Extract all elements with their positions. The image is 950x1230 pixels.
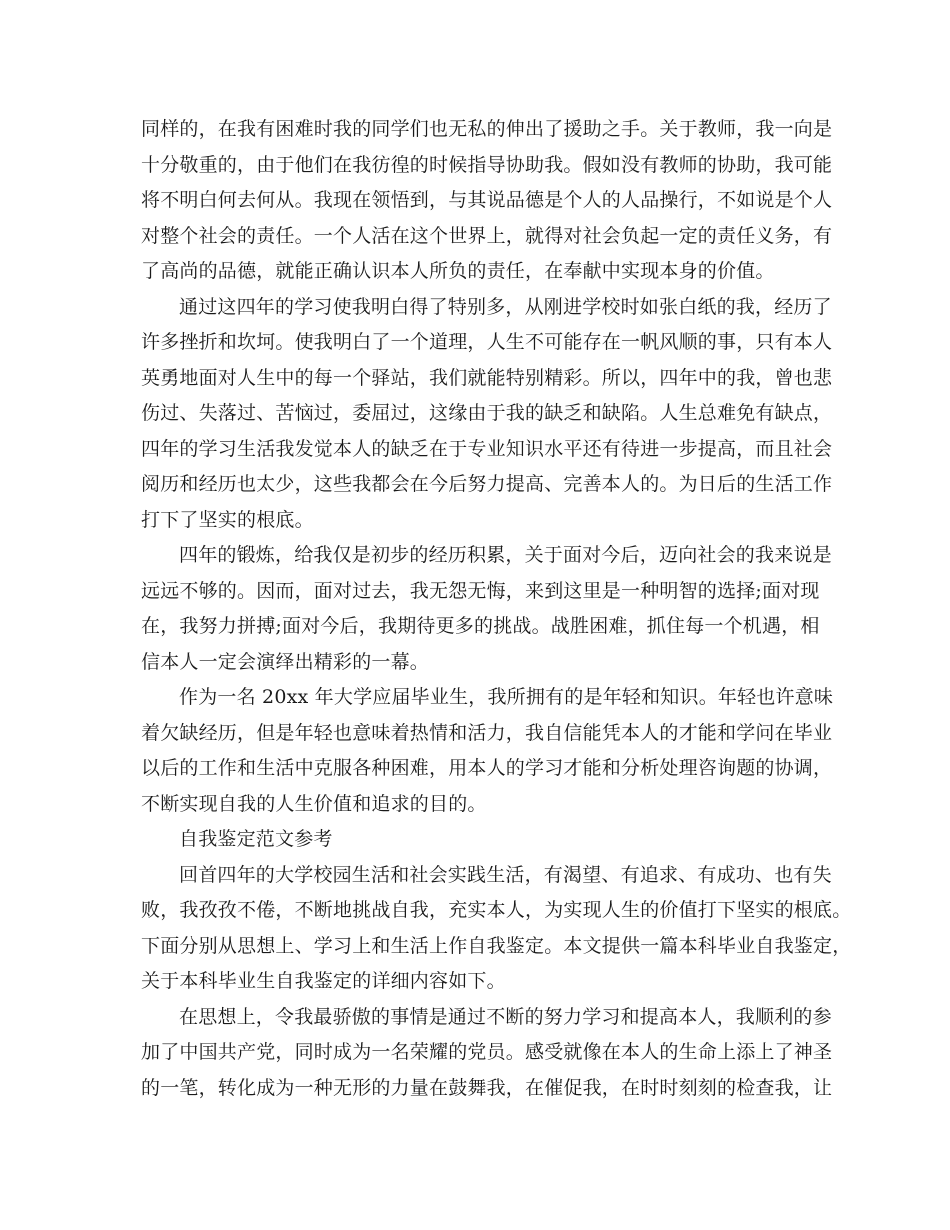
- text-line: 同样的，在我有困难时我的同学们也无私的伸出了援助之手。关于教师，我一向是: [141, 118, 833, 140]
- text-line: 作为一名 20xx 年大学应届毕业生，我所拥有的是年轻和知识。年轻也许意味: [179, 686, 834, 708]
- text-line: 阅历和经历也太少，这些我都会在今后努力提高、完善本人的。为日后的生活工作: [141, 473, 833, 495]
- document-body: [141, 112, 852, 1106]
- text-line: 着欠缺经历，但是年轻也意味着热情和活力，我自信能凭本人的才能和学问在毕业: [141, 721, 833, 744]
- text-line: 四年的锻炼，给我仅是初步的经历积累，关于面对今后，迈向社会的我来说是: [179, 544, 832, 566]
- text-line: 伤过、失落过、苦恼过，委屈过，这缘由于我的缺乏和缺陷。人生总难免有缺点，: [141, 402, 833, 424]
- text-line: 通过这四年的学习使我明白得了特别多，从刚进学校时如张白纸的我，经历了: [179, 295, 832, 318]
- text-line: 许多挫折和坎坷。使我明白了一个道理，人生不可能存在一帆风顺的事，只有本人: [141, 331, 833, 353]
- text-line: 了高尚的品德，就能正确认识本人所负的责任，在奉献中实现本身的价值。: [141, 260, 775, 282]
- text-line: 败，我孜孜不倦，不断地挑战自我，充实本人，为实现人生的价值打下坚实的根底。: [141, 899, 852, 921]
- text-line: 在，我努力拼搏;面对今后，我期待更多的挑战。战胜困难，抓住每一个机遇，相: [141, 615, 820, 637]
- text-line: 不断实现自我的人生价值和追求的目的。: [141, 792, 487, 815]
- text-line: 在思想上，令我最骄傲的事情是通过不断的努力学习和提高本人，我顺利的参: [179, 1005, 832, 1028]
- text-line: 将不明白何去何从。我现在领悟到，与其说品德是个人的人品操行，不如说是个人: [141, 189, 833, 211]
- text-line: 远远不够的。因而，面对过去，我无怨无悔，来到这里是一种明智的选择;面对现: [141, 579, 820, 602]
- text-line: 打下了坚实的根底。: [141, 508, 314, 531]
- text-line: 四年的学习生活我发觉本人的缺乏在于专业知识水平还有待进一步提高，而且社会: [141, 437, 833, 460]
- text-line: 自我鉴定范文参考: [179, 828, 333, 850]
- text-line: 加了中国共产党，同时成为一名荣耀的党员。感受就像在本人的生命上添上了神圣: [141, 1041, 833, 1063]
- text-line: 下面分别从思想上、学习上和生活上作自我鉴定。本文提供一篇本科毕业自我鉴定，: [141, 934, 852, 957]
- text-line: 回首四年的大学校园生活和社会实践生活，有渴望、有追求、有成功、也有失: [179, 863, 832, 886]
- text-line: 关于本科毕业生自我鉴定的详细内容如下。: [141, 970, 506, 992]
- text-line: 信本人一定会演绎出精彩的一幕。: [141, 650, 430, 673]
- text-line: 的一笔，转化成为一种无形的力量在鼓舞我，在催促我，在时时刻刻的检查我，让: [141, 1076, 833, 1099]
- text-line: 以后的工作和生活中克服各种困难，用本人的学习才能和分析处理咨询题的协调，: [141, 757, 833, 779]
- text-line: 英勇地面对人生中的每一个驿站，我们就能特别精彩。所以，四年中的我，曾也悲: [141, 366, 833, 389]
- text-line: 十分敬重的，由于他们在我彷徨的时候指导协助我。假如没有教师的协助，我可能: [141, 153, 833, 176]
- text-line: 对整个社会的责任。一个人活在这个世界上，就得对社会负起一定的责任义务，有: [141, 224, 833, 247]
